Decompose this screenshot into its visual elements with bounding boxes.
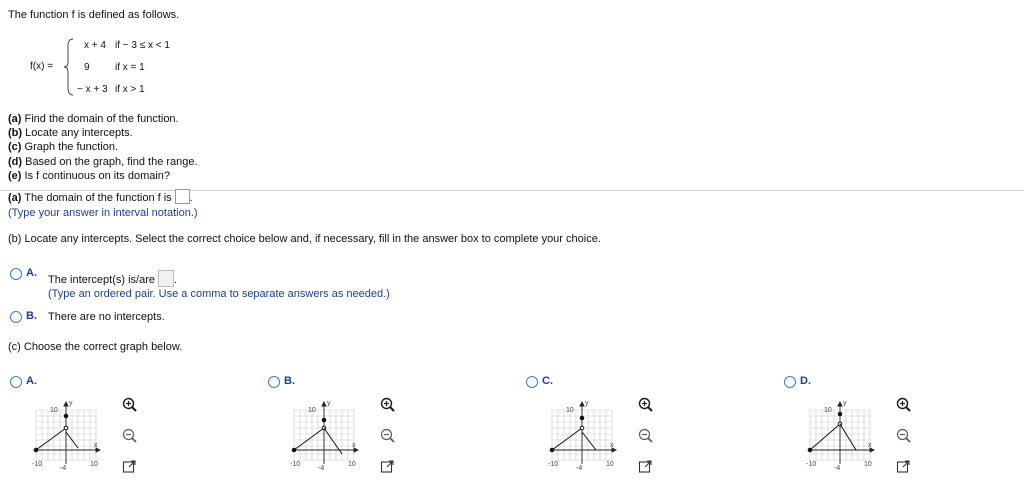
closed-point — [838, 412, 842, 416]
graph-option-2-letter: C. — [542, 375, 553, 387]
graph-option-3-letter: D. — [800, 375, 811, 387]
zoom-in-icon[interactable] — [638, 397, 653, 412]
part-b-option-a-letter: A. — [26, 267, 37, 279]
part-a-letter: (a) — [8, 192, 22, 204]
x-max-label: 10 — [606, 461, 614, 468]
graph-option-1-thumbnail[interactable] — [290, 398, 360, 470]
zoom-out-icon[interactable] — [896, 428, 911, 443]
x-max-label: 10 — [864, 461, 872, 468]
task-e-letter: (e) — [8, 170, 22, 182]
graph-option-0-thumbnail[interactable] — [32, 398, 102, 470]
task-e — [8, 170, 170, 183]
zoom-in-icon[interactable] — [122, 397, 137, 412]
closed-point — [808, 448, 812, 452]
task-d-text: Based on the graph, find the range. — [22, 156, 198, 168]
x-max-label: 10 — [348, 461, 356, 468]
case-1-cond: if − 3 ≤ x < 1 — [115, 40, 170, 51]
closed-point — [580, 416, 584, 420]
function-curve — [292, 418, 342, 454]
case-3-cond: if x > 1 — [115, 84, 145, 95]
curve-segment — [552, 428, 582, 450]
x-min-label: -10 — [290, 461, 301, 468]
part-b-prompt: (b) Locate any intercepts. Select the correct choice below and, if necessary, fill in the answer box to complete your choice. — [8, 233, 601, 245]
y-axis-label: y — [843, 400, 847, 407]
task-a — [8, 113, 179, 126]
task-d-letter: (d) — [8, 156, 23, 168]
closed-point — [64, 414, 68, 418]
y-max-label: 10 — [308, 407, 316, 414]
domain-answer-box[interactable] — [175, 189, 190, 204]
x-axis-label: x — [352, 442, 356, 449]
y-max-label: 10 — [824, 407, 832, 414]
graph-option-1-radio[interactable] — [268, 376, 280, 388]
part-b-option-a-label: The intercept(s) is/are — [48, 274, 155, 286]
open-in-new-window-icon[interactable] — [896, 459, 911, 474]
open-in-new-window-icon[interactable] — [380, 459, 395, 474]
y-axis-label: y — [585, 400, 589, 407]
x-axis-label: x — [868, 442, 872, 449]
problem-intro: The function f is defined as follows. — [8, 9, 180, 21]
intercept-answer-box[interactable] — [158, 270, 174, 287]
zoom-out-icon[interactable] — [638, 428, 653, 443]
graph-option-0-radio[interactable] — [10, 376, 22, 388]
y-min-label: -4 — [318, 465, 325, 470]
x-axis-label: x — [610, 442, 614, 449]
open-in-new-window-icon[interactable] — [122, 459, 137, 474]
y-axis-label: y — [69, 400, 73, 407]
task-b-letter: (b) — [8, 127, 23, 139]
task-b — [8, 127, 133, 140]
graph-option-0-letter: A. — [26, 375, 37, 387]
graph-option-2-thumbnail[interactable] — [548, 398, 618, 470]
graph-option-2-radio[interactable] — [526, 376, 538, 388]
part-c-prompt: (c) Choose the correct graph below. — [8, 341, 183, 353]
case-2-expr: 9 — [84, 62, 90, 73]
part-b-option-a-radio[interactable] — [10, 268, 22, 280]
zoom-in-icon[interactable] — [896, 397, 911, 412]
part-b-option-a-period: . — [173, 274, 178, 286]
curve-segment — [294, 428, 324, 450]
task-e-text: Is f continuous on its domain? — [21, 170, 171, 182]
y-min-label: -4 — [60, 465, 67, 470]
open-point — [580, 426, 584, 430]
task-d — [8, 156, 198, 169]
part-a-prompt — [8, 189, 193, 205]
closed-point — [34, 448, 38, 452]
closed-point — [322, 418, 326, 422]
x-max-label: 10 — [90, 461, 98, 468]
zoom-out-icon[interactable] — [122, 428, 137, 443]
part-b-option-b-text: There are no intercepts. — [48, 311, 165, 323]
zoom-out-icon[interactable] — [380, 428, 395, 443]
case-3-expr: − x + 3 — [77, 84, 108, 95]
y-max-label: 10 — [50, 407, 58, 414]
graph-option-3-radio[interactable] — [784, 376, 796, 388]
part-b-option-a-text — [48, 270, 177, 287]
case-1-expr: x + 4 — [84, 40, 106, 51]
x-axis-label: x — [94, 442, 98, 449]
task-c — [8, 141, 118, 154]
y-axis-label: y — [327, 400, 331, 407]
task-a-text: Find the domain of the function. — [21, 113, 179, 125]
x-min-label: -10 — [32, 461, 43, 468]
task-c-letter: (c) — [8, 141, 22, 153]
part-b-option-b-radio[interactable] — [10, 311, 22, 323]
closed-point — [550, 448, 554, 452]
x-min-label: -10 — [806, 461, 817, 468]
case-2-cond: if x = 1 — [115, 62, 145, 73]
function-lhs: f(x) = — [30, 61, 54, 72]
open-in-new-window-icon[interactable] — [638, 459, 653, 474]
closed-point — [292, 448, 296, 452]
open-point — [64, 426, 68, 430]
curve-segment — [36, 428, 66, 450]
part-a-period: . — [189, 192, 193, 204]
graph-option-3-thumbnail[interactable] — [806, 398, 876, 470]
graph-option-1-letter: B. — [284, 375, 295, 387]
task-c-text: Graph the function. — [21, 141, 119, 153]
task-a-letter: (a) — [8, 113, 22, 125]
y-min-label: -4 — [576, 465, 583, 470]
part-b-option-a-hint: (Type an ordered pair. Use a comma to separate answers as needed.) — [48, 288, 390, 300]
task-b-text: Locate any intercepts. — [22, 127, 133, 139]
y-max-label: 10 — [566, 407, 574, 414]
zoom-in-icon[interactable] — [380, 397, 395, 412]
left-brace — [64, 38, 74, 96]
part-a-hint: (Type your answer in interval notation.) — [8, 207, 198, 219]
y-min-label: -4 — [834, 465, 841, 470]
part-a-text: The domain of the function f is — [21, 192, 172, 204]
x-min-label: -10 — [548, 461, 559, 468]
part-b-option-b-letter: B. — [26, 310, 37, 322]
